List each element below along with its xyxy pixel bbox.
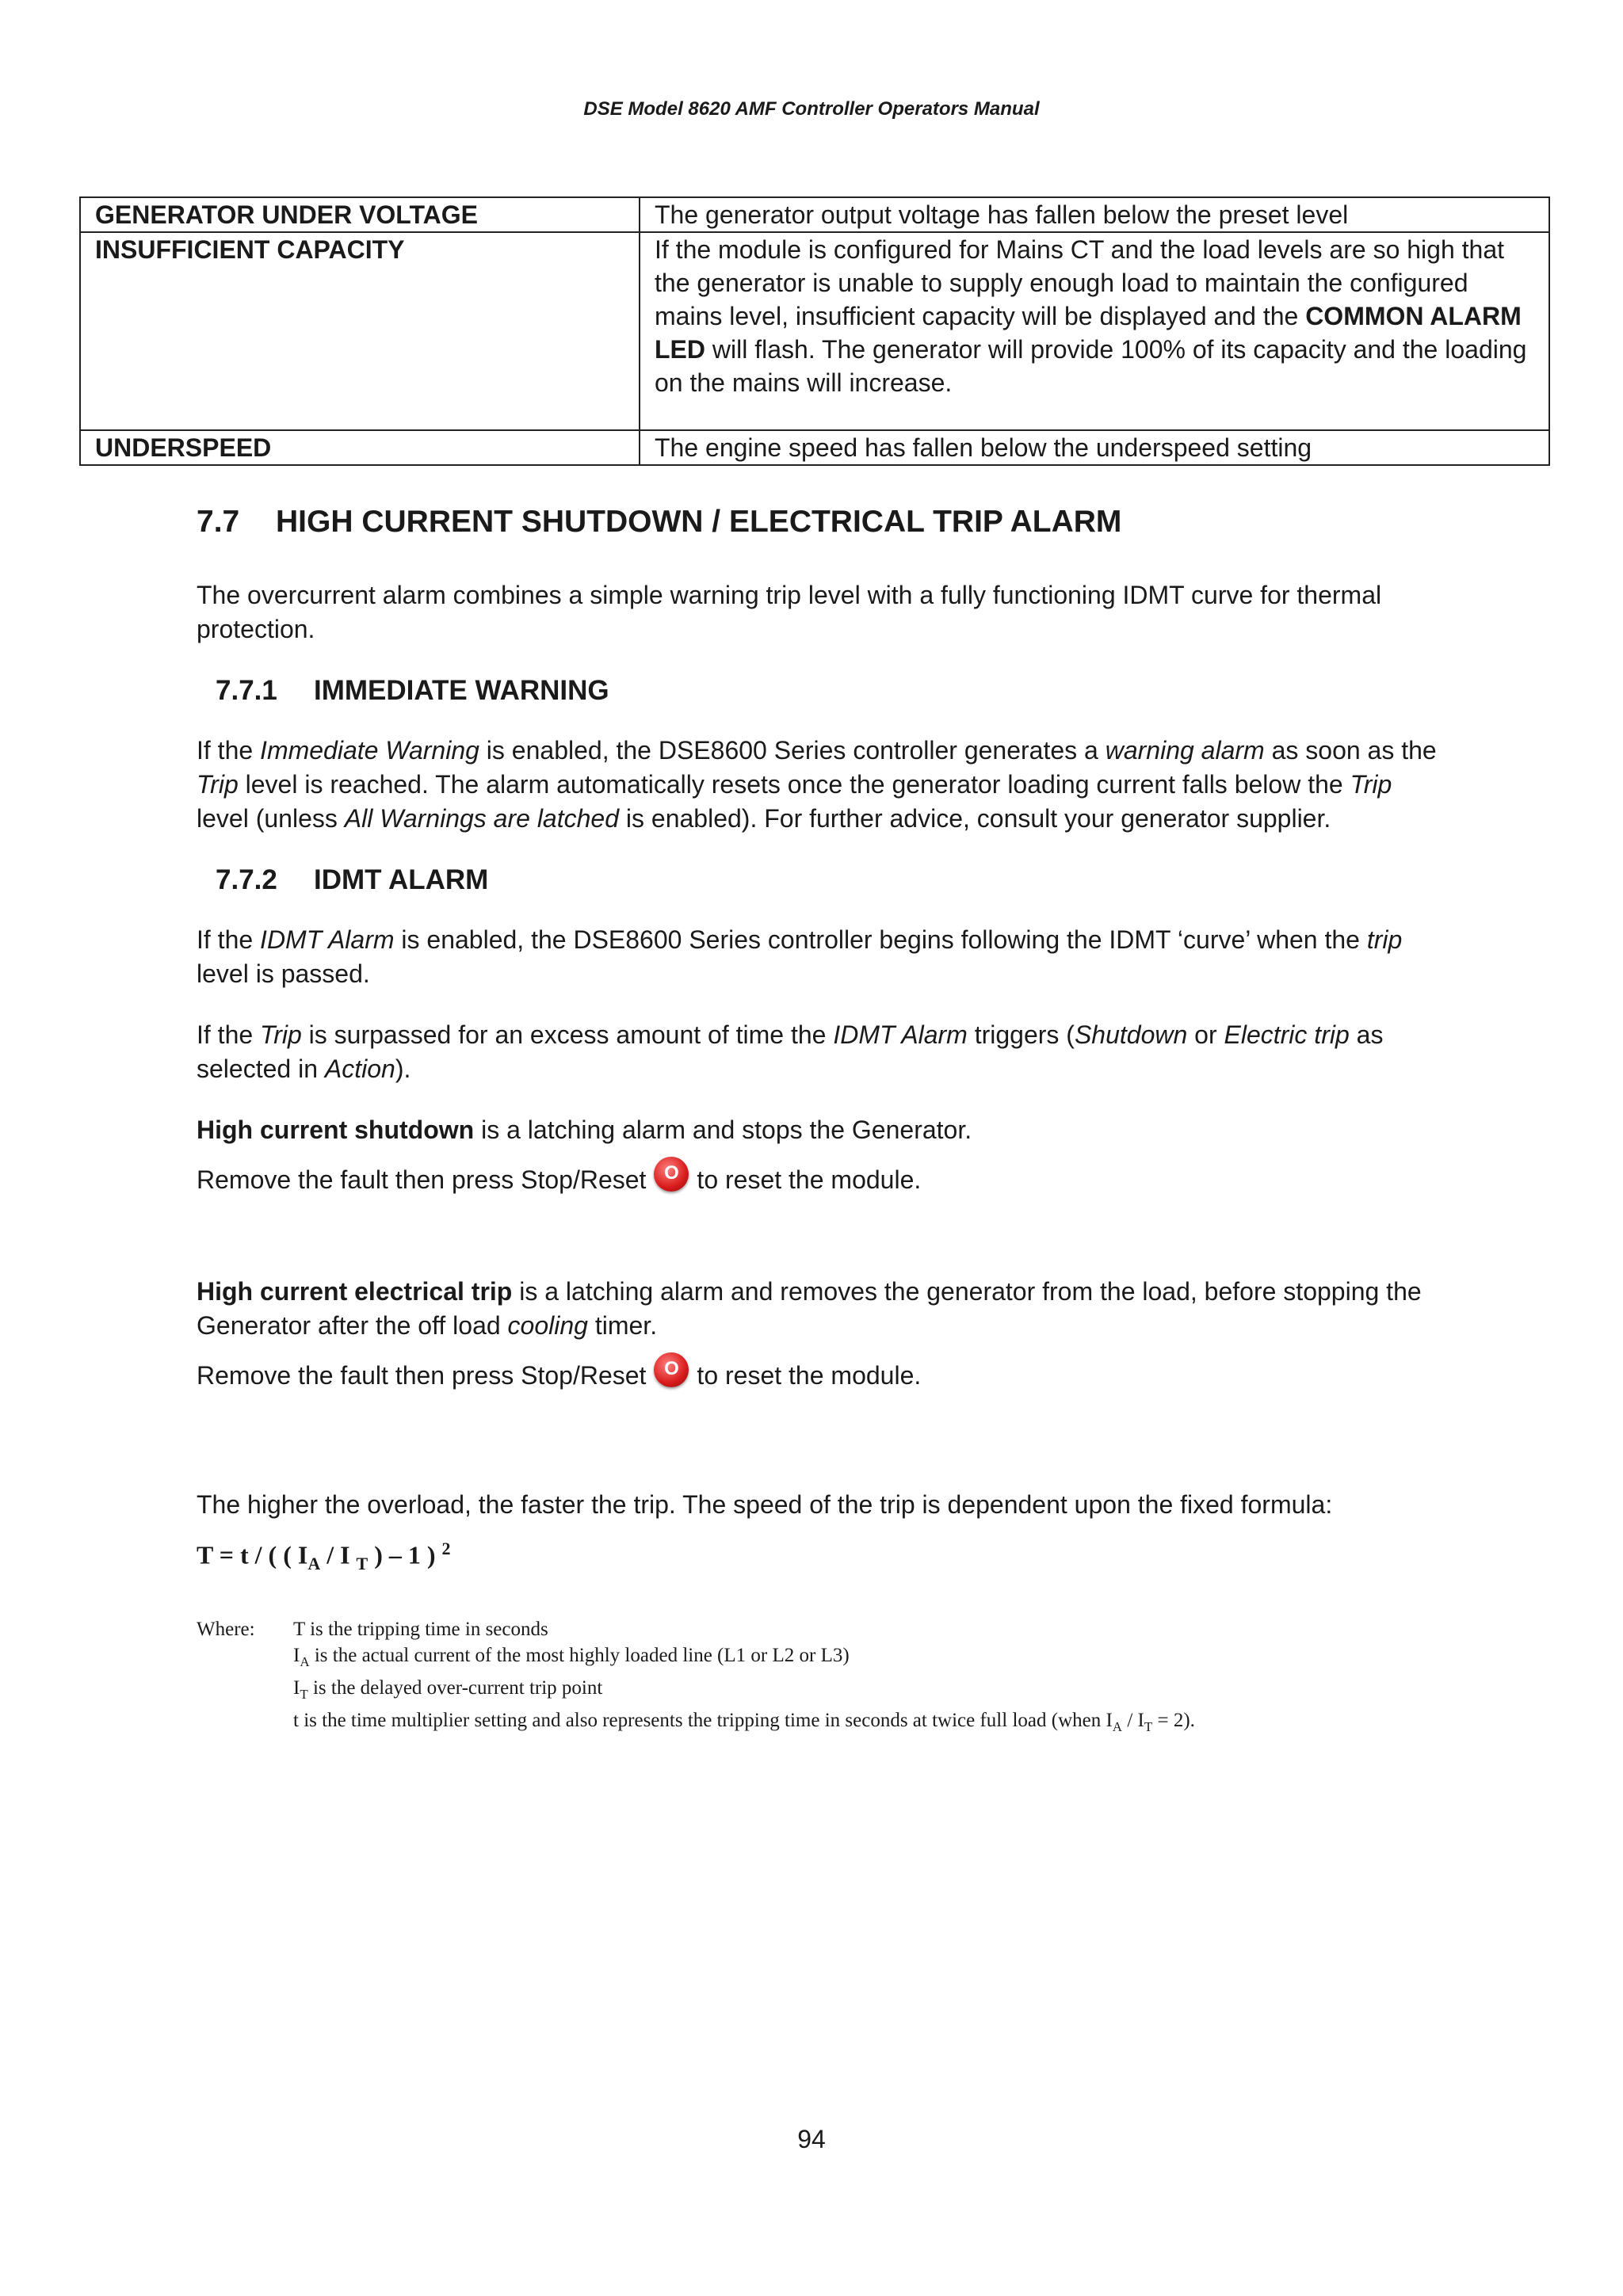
formula-part: T = t / ( ( I (197, 1540, 308, 1569)
remove-fault-instruction (197, 1157, 1441, 1197)
text: triggers ( (967, 1020, 1075, 1049)
section-title: HIGH CURRENT SHUTDOWN / ELECTRICAL TRIP ALARM (276, 505, 1122, 539)
formula-part: ) – 1 ) (368, 1540, 442, 1569)
alarm-name: GENERATOR UNDER VOLTAGE (80, 197, 640, 232)
subsection-number: 7.7.2 (216, 864, 277, 895)
desc-text: If the module is configured for Mains CT and the load levels are so high that the generator is unable to supply enough load to maintain the configured mains level, insufficient capacity will be displayed and the (655, 235, 1505, 330)
text: is a latching alarm and removes the generator from the load, before stopping the Generator after the off load (197, 1277, 1422, 1340)
italic-text: IDMT Alarm (833, 1020, 968, 1049)
subscript: T (300, 1687, 308, 1703)
formula-subscript: T (356, 1554, 369, 1574)
text: to reset the module. (697, 1165, 922, 1194)
alarm-description: The generator output voltage has fallen below the preset level (640, 197, 1549, 232)
where-label: Where: (197, 1619, 255, 1641)
formula-part: / I (320, 1540, 357, 1569)
text: I (293, 1677, 300, 1699)
immediate-warning-text (197, 734, 1441, 836)
italic-text: Shutdown (1074, 1020, 1188, 1049)
text: is surpassed for an excess amount of time the (301, 1020, 834, 1049)
text: ). (395, 1055, 411, 1083)
text: is enabled). For further advice, consult your generator supplier. (619, 804, 1331, 833)
stop-glyph: O (664, 1358, 679, 1380)
formula-subscript: A (307, 1554, 321, 1574)
subsection-heading (197, 863, 1441, 898)
subscript: T (1144, 1719, 1153, 1735)
alarm-description: The engine speed has fallen below the underspeed setting (640, 430, 1549, 465)
text: is enabled, the DSE8600 Series controller begins following the IDMT ‘curve’ when the (394, 925, 1367, 954)
text: or (1187, 1020, 1224, 1049)
text: = 2). (1152, 1710, 1195, 1732)
text: level (unless (197, 804, 345, 833)
subsection-heading (197, 673, 1441, 708)
idmt-enabled-text (197, 923, 1441, 991)
shutdown-text (197, 1113, 1441, 1147)
page-header: DSE Model 8620 AMF Controller Operators Manual (583, 98, 1040, 120)
section-number: 7.7 (197, 505, 240, 539)
text: level is reached. The alarm automatically resets once the generator loading current falls below the (238, 770, 1350, 799)
section-intro: The overcurrent alarm combines a simple warning trip level with a fully functioning IDMT curve for thermal protection. (197, 581, 1382, 643)
subsection-title: IDMT ALARM (314, 864, 489, 895)
legend-line (293, 1707, 1195, 1740)
alarm-description (640, 232, 1549, 430)
text: Remove the fault then press Stop/Reset (197, 1361, 647, 1390)
stop-reset-button-icon (654, 1352, 689, 1387)
desc-bold: COMMON ALARM LED (655, 302, 1522, 364)
italic-text: All Warnings are latched (344, 804, 619, 833)
italic-text: Trip (260, 1020, 302, 1049)
formula-legend (197, 1616, 1441, 1740)
subscript: A (1112, 1719, 1123, 1735)
section-heading (197, 502, 1441, 542)
text: / I (1122, 1710, 1144, 1732)
italic-text: Immediate Warning (260, 736, 479, 765)
text: to reset the module. (697, 1361, 922, 1390)
text: is a latching alarm and stops the Generator. (474, 1116, 972, 1144)
subsection-title: IMMEDIATE WARNING (314, 675, 609, 706)
idmt-trip-text (197, 1018, 1441, 1086)
text: If the (197, 1020, 261, 1049)
main-content (197, 491, 1441, 1740)
text: t is the time multiplier setting and also represents the tripping time in seconds at twice full load (when I (293, 1710, 1113, 1732)
legend-line (293, 1675, 1195, 1707)
text: as selected in (197, 1020, 1384, 1083)
text: timer. (587, 1311, 658, 1340)
text: is enabled, the DSE8600 Series controller generates a (479, 736, 1106, 765)
text: If the (197, 736, 261, 765)
italic-text: trip (1366, 925, 1403, 954)
alarm-name: UNDERSPEED (80, 430, 640, 465)
text: If the (197, 925, 261, 954)
table-row (80, 232, 1549, 430)
subsection-number: 7.7.1 (216, 675, 277, 706)
italic-text: Trip (197, 770, 239, 799)
desc-text: will flash. The generator will provide 100% of its capacity and the loading on the mains will increase. (655, 335, 1527, 397)
text: as soon as the (1264, 736, 1437, 765)
alarm-table (79, 196, 1550, 466)
italic-text: Electric trip (1224, 1020, 1350, 1049)
alarm-name: INSUFFICIENT CAPACITY (80, 232, 640, 430)
text: I (293, 1645, 300, 1667)
italic-text: Trip (1350, 770, 1392, 799)
legend-line: T is the tripping time in seconds (293, 1619, 548, 1641)
italic-text: warning alarm (1105, 736, 1265, 765)
bold-text: High current electrical trip (197, 1277, 513, 1306)
table-row (80, 197, 1549, 232)
text: is the actual current of the most highly loaded line (L1 or L2 or L3) (309, 1645, 850, 1667)
stop-glyph: O (664, 1162, 679, 1184)
italic-text: Action (324, 1055, 395, 1083)
page-number: 94 (797, 2125, 826, 2153)
table-row (80, 430, 1549, 465)
subscript: A (300, 1654, 310, 1670)
stop-reset-button-icon (654, 1157, 689, 1192)
formula-exponent: 2 (441, 1539, 451, 1558)
legend-lines (293, 1616, 1195, 1740)
text: Remove the fault then press Stop/Reset (197, 1165, 647, 1194)
bold-text: High current shutdown (197, 1116, 475, 1144)
legend-line (293, 1642, 1195, 1675)
remove-fault-instruction (197, 1352, 1441, 1393)
italic-text: cooling (507, 1311, 588, 1340)
idmt-formula (197, 1533, 1441, 1580)
electrical-trip-text (197, 1275, 1441, 1343)
text: is the delayed over-current trip point (307, 1677, 603, 1699)
italic-text: IDMT Alarm (260, 925, 395, 954)
overload-text: The higher the overload, the faster the trip. The speed of the trip is dependent upon the fixed formula: (197, 1490, 1333, 1519)
text: level is passed. (197, 959, 370, 988)
